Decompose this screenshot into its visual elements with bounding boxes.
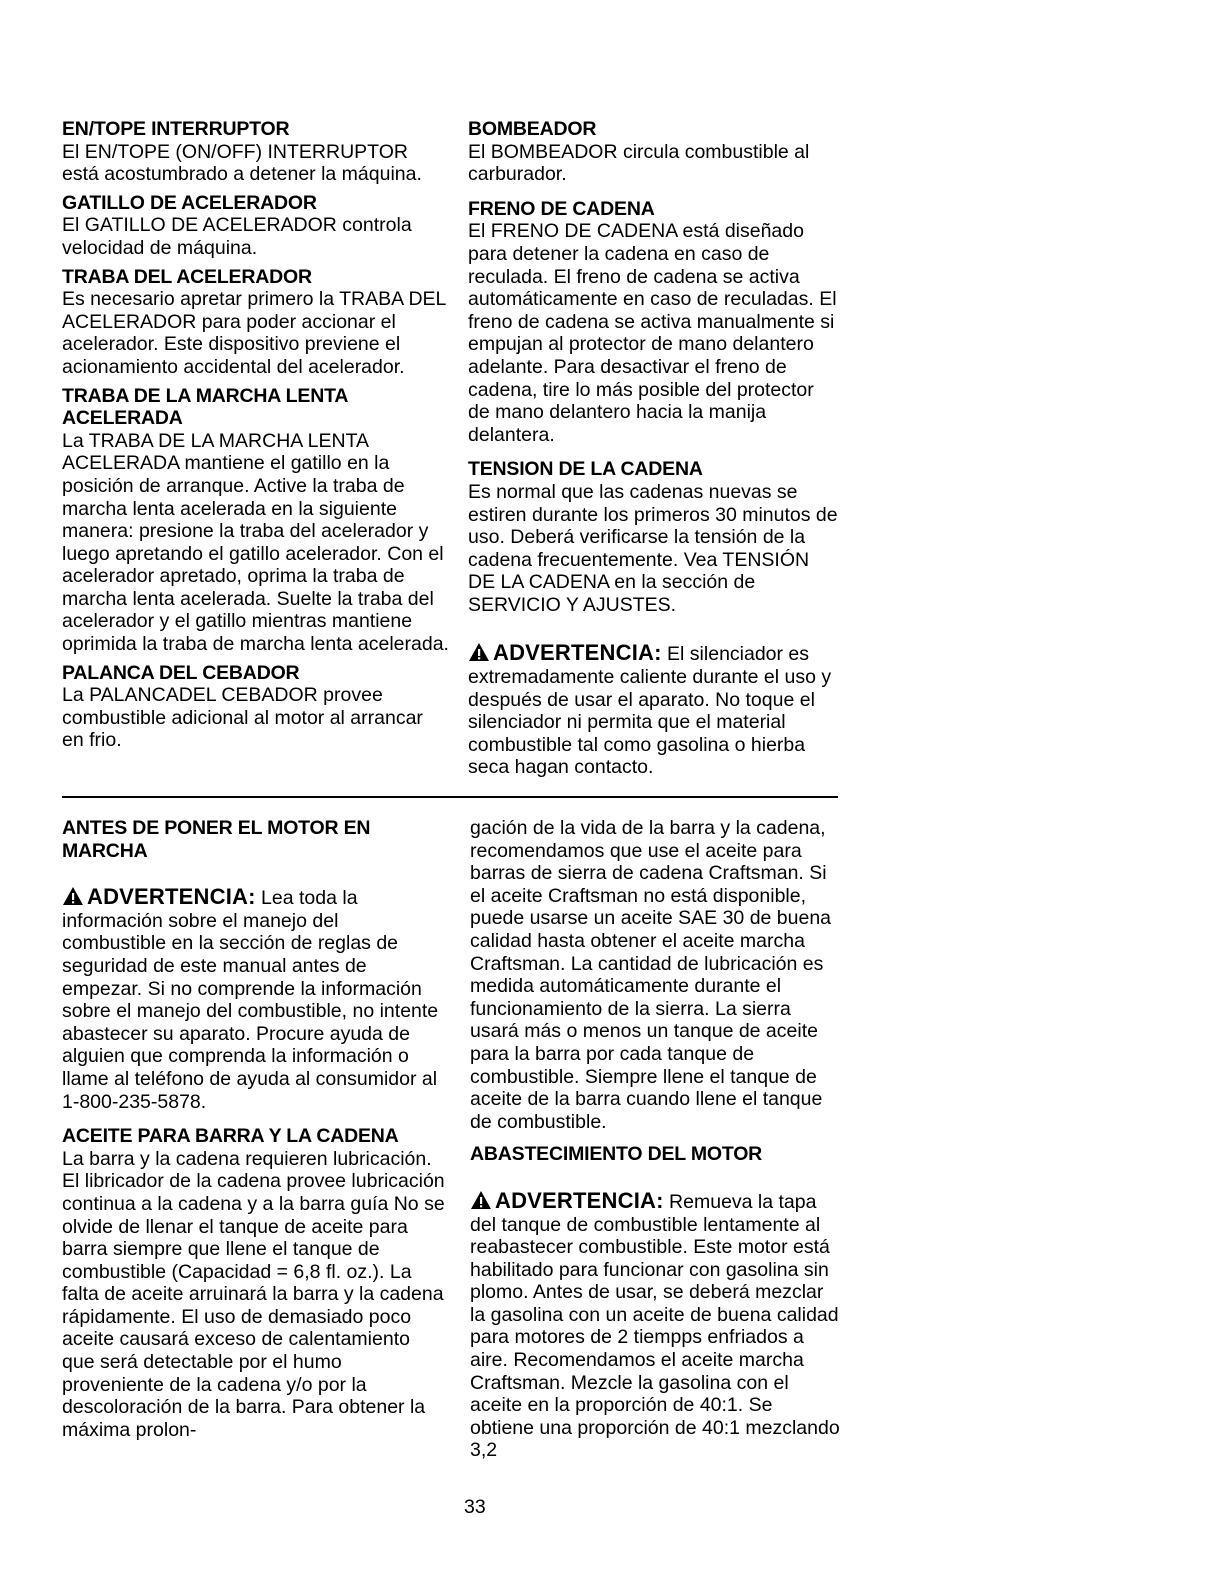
- section-body: El FRENO DE CADENA está diseñado para detener la cadena en caso de reculada. El freno de cadena se activa automáticamente en caso de reculadas. El freno de cadena se activa manualmente si empujan al protector de mano delantero adelante. Para desactivar el freno de cadena, tire lo más posible del protector de mano delantero hacia la manija delantera.: [468, 220, 837, 446]
- warning-label: ADVERTENCIA:: [87, 884, 256, 910]
- section-heading: ABASTECIMIENTO DEL MOTOR: [470, 1143, 763, 1166]
- section-body: Es normal que las cadenas nuevas se estiren durante los primeros 30 minutos de uso. Deberá verificarse la tensión de la cadena frecuentemente. Vea TENSIÓN DE LA CADENA en la sección de SERVICIO Y AJUSTES.: [468, 480, 838, 616]
- warning-triangle-icon: [62, 886, 84, 906]
- section-heading: ANTES DE PONER EL MOTOR EN MARCHA: [62, 817, 371, 862]
- warning-label: ADVERTENCIA:: [493, 640, 662, 666]
- section-heading: BOMBEADOR: [468, 118, 597, 140]
- section-heading: TRABA DE LA MARCHA LENTA ACELERADA: [62, 384, 348, 430]
- warning-triangle-icon: [470, 1190, 492, 1210]
- warning-block: [470, 1187, 840, 1462]
- section-body: El GATILLO DE ACELERADOR controla velocidad de máquina.: [62, 214, 412, 259]
- section-body: La TRABA DE LA MARCHA LENTA ACELERADA mantiene el gatillo en la posición de arranque. Active la traba de marcha lenta acelerada en la siguiente manera: presione la traba del acelerador y luego apretando el gatillo acelerador. Con el acelerador apretado, oprima la traba de marcha lenta acelerada. Suelte la traba del acelerador y el gatillo mientras mantiene oprimida la traba de marcha lenta acelerada.: [62, 429, 449, 656]
- top-left-column: [62, 118, 450, 752]
- top-right-column: [468, 118, 840, 779]
- section-heading: TRABA DEL ACELERADOR: [62, 265, 312, 288]
- warning-label: ADVERTENCIA:: [495, 1187, 664, 1213]
- section-body: Es necesario apretar primero la TRABA DEL ACELERADOR para poder accionar el acelerador. Este dispositivo previene el acionamiento accidental del acelerador.: [62, 288, 446, 378]
- bottom-right-column: [470, 817, 840, 1462]
- page-number: 33: [464, 1496, 486, 1518]
- section-heading: PALANCA DEL CEBADOR: [62, 661, 300, 684]
- bottom-left-column: [62, 817, 446, 1441]
- warning-block: [62, 886, 446, 1113]
- warning-triangle-icon: [468, 642, 490, 662]
- section-heading: FRENO DE CADENA: [468, 197, 655, 220]
- section-heading: GATILLO DE ACELERADOR: [62, 191, 317, 214]
- section-heading: EN/TOPE INTERRUPTOR: [62, 118, 290, 140]
- section-heading: TENSION DE LA CADENA: [468, 458, 703, 481]
- warning-text: El silenciador es extremadamente caliente durante el uso y después de usar el aparato. No toque el silenciador ni permita que el material combustible tal como gasolina o hierba seca hagan contacto.: [468, 643, 832, 779]
- section-divider: [62, 796, 838, 798]
- section-body: gación de la vida de la barra y la cadena, recomendamos que use el aceite para barras de sierra de cadena Craftsman. Si el aceite Craftsman no está disponible, puede usarse un aceite SAE 30 de buena calidad hasta obtener el aceite marcha Craftsman. La cantidad de lubricación es medida automáticamente durante el funcionamiento de la sierra. La sierra usará más o menos un tanque de aceite para la barra por cada tanque de combustible. Siempre llene el tanque de aceite de la barra cuando llene el tanque de combustible.: [470, 817, 832, 1133]
- section-body: El EN/TOPE (ON/OFF) INTERRUPTOR está acostumbrado a detener la máquina.: [62, 140, 422, 186]
- warning-text: Remueva la tapa del tanque de combustible lentamente al reabastecer combustible. Este motor está habilitado para funcionar con gasolina sin plomo. Antes de usar, se deberá mezclar la gasolina con un aceite de buena calidad para motores de 2 tiempps enfriados a aire. Recomendamos el aceite marcha Craftsman. Mezcle la gasolina con el aceite en la proporción de 40:1. Se obtiene una proporción de 40:1 mezclando 3,2: [470, 1190, 840, 1462]
- section-body: La barra y la cadena requieren lubricación. El libricador de la cadena provee lubricación continua a la cadena y a la barra guía No se olvide de llenar el tanque de aceite para barra siempre que llene el tanque de combustible (Capacidad = 6,8 fl. oz.). La falta de aceite arruinará la barra y la cadena rápidamente. El uso de demasiado poco aceite causará exceso de calentamiento que será detectable por el humo proveniente de la cadena y/o por la descoloración de la barra. Para obtener la máxima prolon-: [62, 1147, 445, 1441]
- section-heading: ACEITE PARA BARRA Y LA CADENA: [62, 1125, 399, 1148]
- section-body: El BOMBEADOR circula combustible al carburador.: [468, 140, 810, 186]
- section-body: La PALANCADEL CEBADOR provee combustible adicional al motor al arrancar en frio.: [62, 684, 423, 752]
- warning-block: [468, 642, 840, 779]
- warning-text: Lea toda la información sobre el manejo del combustible en la sección de reglas de seguridad de este manual antes de empezar. Si no comprende la información sobre el manejo del combustible, no intente abastecer su aparato. Procure ayuda de alguien que comprenda la información o llame al teléfono de ayuda al consumidor al 1-800-235-5878.: [62, 887, 439, 1113]
